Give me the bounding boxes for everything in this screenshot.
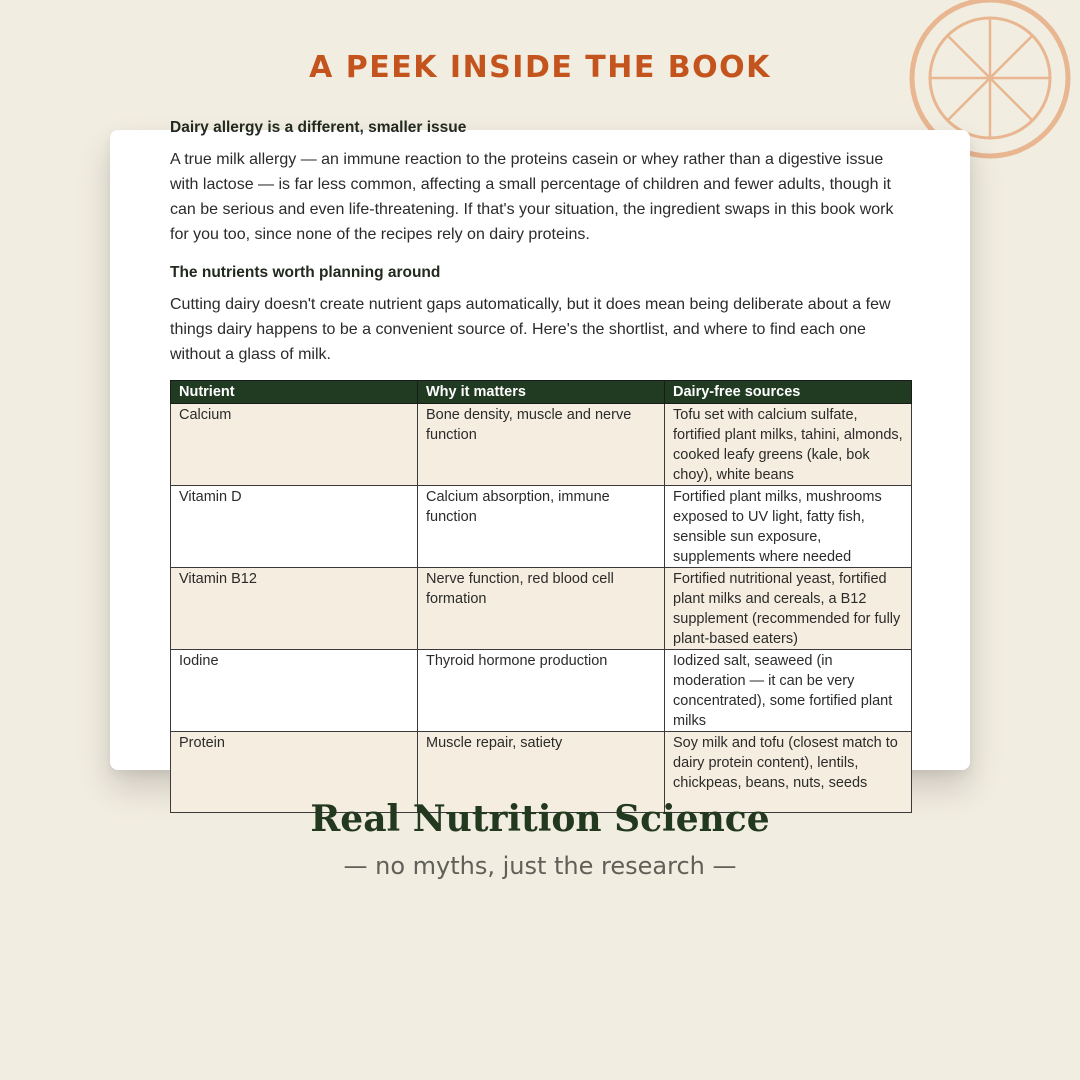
column-header: Nutrient: [171, 381, 418, 404]
table-cell: Thyroid hormone production: [418, 650, 665, 732]
table-cell: Vitamin D: [171, 486, 418, 568]
body-paragraph: Cutting dairy doesn't create nutrient gaps automatically, but it does mean being deliberate about a few things dairy happens to be a convenient source of. Here's the shortlist, and where to find each one without a glass of milk.: [170, 296, 891, 363]
nutrients-table: [170, 380, 912, 813]
table-cell: Fortified nutritional yeast, fortified plant milks and cereals, a B12 supplement (recommended for fully plant-based eaters): [665, 568, 912, 650]
section-heading: Dairy allergy is a different, smaller issue: [170, 119, 467, 136]
book-page-preview[interactable]: [110, 119, 970, 791]
table-cell: Protein: [171, 732, 418, 813]
table-cell: Calcium absorption, immune function: [418, 486, 665, 568]
section-eyebrow: A PEEK INSIDE THE BOOK: [309, 50, 771, 85]
table-header-row: [171, 381, 912, 404]
table-cell: Muscle repair, satiety: [418, 732, 665, 813]
table-row: [171, 650, 912, 732]
book-tagline: — no myths, just the research —: [343, 852, 737, 880]
table-cell: Tofu set with calcium sulfate, fortified plant milks, tahini, almonds, cooked leafy greens (kale, bok choy), white beans: [665, 404, 912, 486]
table-cell: Fortified plant milks, mushrooms exposed to UV light, fatty fish, sensible sun exposure, supplements where needed: [665, 486, 912, 568]
table-row: [171, 486, 912, 568]
table-cell: Soy milk and tofu (closest match to dairy protein content), lentils, chickpeas, beans, nuts, seeds: [665, 732, 912, 813]
body-paragraph: A true milk allergy — an immune reaction to the proteins casein or whey rather than a digestive issue with lactose — is far less common, affecting a small percentage of children and fewer adults, though it can be serious and even life-threatening. If that's your situation, the ingredient swaps in this book work for you too, since none of the recipes rely on dairy proteins.: [170, 151, 894, 243]
table-cell: Iodized salt, seaweed (in moderation — it can be very concentrated), some fortified plant milks: [665, 650, 912, 732]
book-page-content: [170, 114, 911, 813]
section-heading: The nutrients worth planning around: [170, 264, 441, 281]
table-cell: Iodine: [171, 650, 418, 732]
table-row: [171, 568, 912, 650]
table-cell: Bone density, muscle and nerve function: [418, 404, 665, 486]
table-row: [171, 404, 912, 486]
table-cell: Vitamin B12: [171, 568, 418, 650]
book-title: Real Nutrition Science: [310, 798, 770, 840]
column-header: Why it matters: [418, 381, 665, 404]
column-header: Dairy-free sources: [665, 381, 912, 404]
table-cell: Calcium: [171, 404, 418, 486]
table-cell: Nerve function, red blood cell formation: [418, 568, 665, 650]
